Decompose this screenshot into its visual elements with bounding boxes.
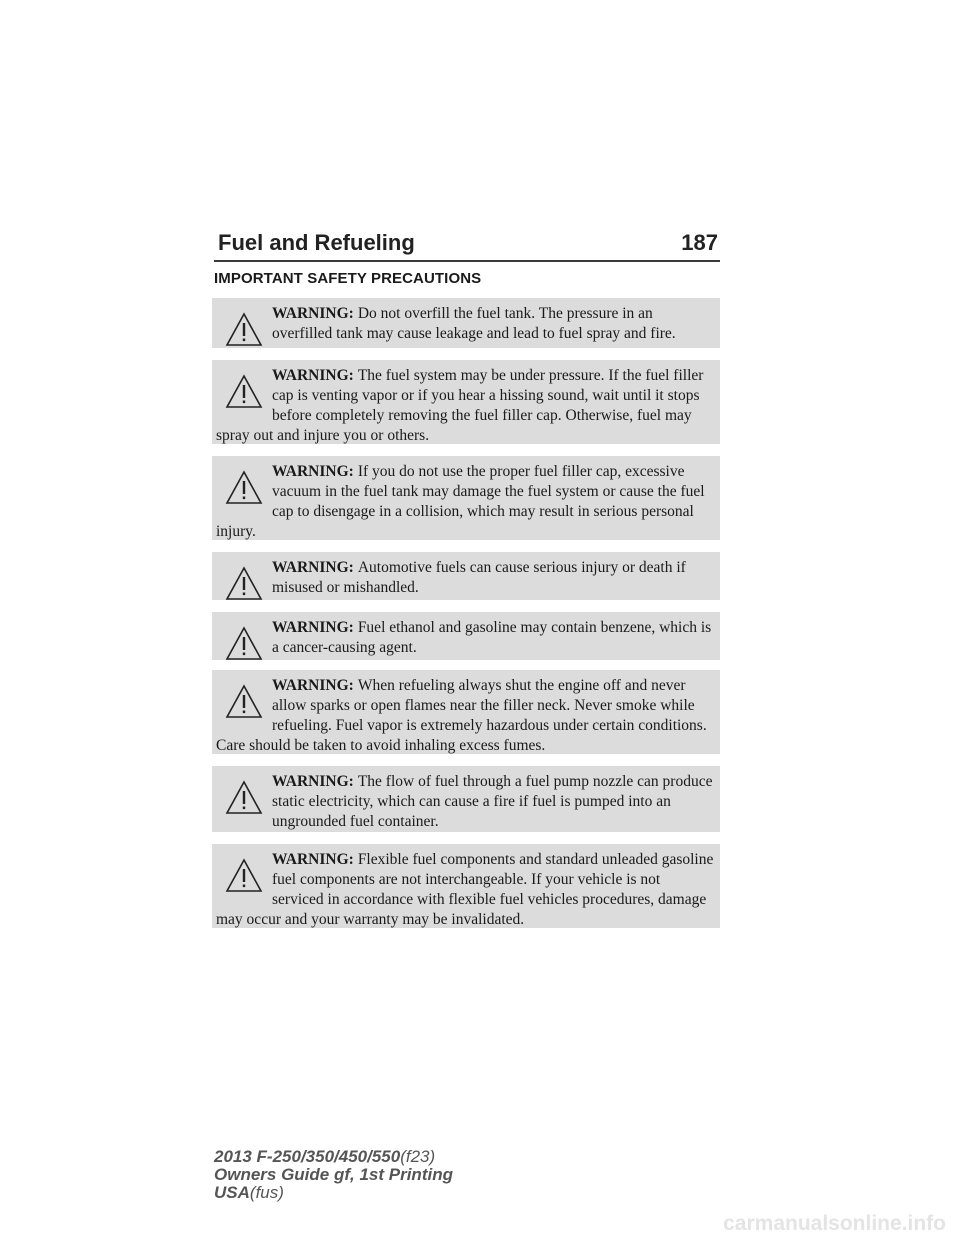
warning-label: WARNING: [272,559,354,576]
warning-box [212,298,720,348]
warning-triangle-icon [224,310,264,350]
warning-label: WARNING: [272,619,354,636]
warning-box [212,766,720,832]
warning-label: WARNING: [272,305,354,322]
warning-text: The flow of fuel through a fuel pump nozzle can produce static electricity, which can cause a fire if fuel is pumped into an ungrounded fuel container. [272,773,713,830]
warning-text: When refueling always shut the engine off and never allow sparks or open flames near the filler neck. Never smoke while refueling. Fuel vapor is extremely hazardous under certain conditions. Care should be taken to avoid inhaling excess fumes. [216,677,707,754]
warning-triangle-icon [224,564,264,604]
warning-box [212,360,720,444]
warning-triangle-icon [224,778,264,818]
warning-triangle-icon [224,468,264,508]
warning-triangle-icon [224,682,264,722]
footer-model-line: 2013 F-250/350/450/550(f23) [214,1147,436,1166]
warning-text: Automotive fuels can cause serious injury or death if misused or mishandled. [272,559,686,596]
warning-label: WARNING: [272,367,354,384]
warning-label: WARNING: [272,463,354,480]
warning-box [212,844,720,928]
warning-box [212,670,720,754]
chapter-title: Fuel and Refueling [218,230,415,255]
page-header [214,226,720,262]
warning-triangle-icon [224,372,264,412]
warning-text: The fuel system may be under pressure. If the fuel filler cap is venting vapor or if you hear a hissing sound, wait until it stops before completely removing the fuel filler cap. Otherwise, fuel may spray out and injure you or others. [216,367,704,444]
warning-box [212,612,720,660]
document-footer [214,1148,453,1202]
warning-text: Do not overfill the fuel tank. The pressure in an overfilled tank may cause leakage and lead to fuel spray and fire. [272,305,676,342]
section-heading: IMPORTANT SAFETY PRECAUTIONS [214,270,482,287]
footer-region-line: USA(fus) [214,1183,284,1202]
warning-triangle-icon [224,856,264,896]
warning-text: Fuel ethanol and gasoline may contain benzene, which is a cancer-causing agent. [272,619,712,656]
warning-label: WARNING: [272,677,354,694]
page-number: 187 [681,230,718,255]
warning-triangle-icon [224,624,264,664]
warning-text: If you do not use the proper fuel filler cap, excessive vacuum in the fuel tank may damage the fuel system or cause the fuel cap to disengage in a collision, which may result in serious personal injury. [216,463,705,540]
warning-box [212,456,720,540]
warning-box [212,552,720,600]
footer-guide-line: Owners Guide gf, 1st Printing [214,1165,453,1184]
warning-label: WARNING: [272,851,354,868]
warning-text: Flexible fuel components and standard unleaded gasoline fuel components are not interchangeable. If your vehicle is not serviced in accordance with flexible fuel vehicles procedures, damage may occur and your warranty may be invalidated. [216,851,714,928]
watermark: carmanualsonline.info [723,1212,946,1235]
warning-label: WARNING: [272,773,354,790]
